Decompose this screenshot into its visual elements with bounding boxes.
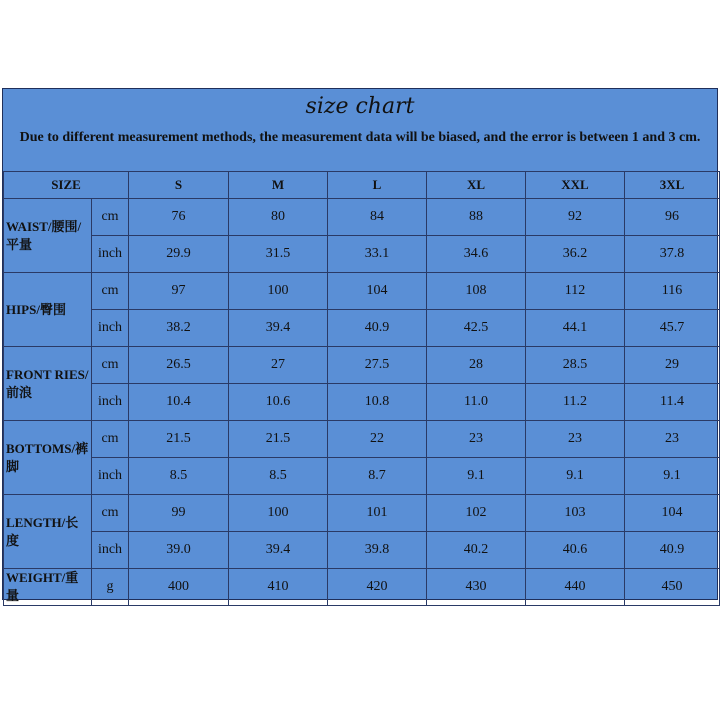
value-cell: 11.4 bbox=[625, 384, 720, 421]
value-cell: 108 bbox=[427, 273, 526, 310]
table-row bbox=[4, 532, 720, 569]
value-cell: 10.4 bbox=[129, 384, 229, 421]
value-cell: 21.5 bbox=[229, 421, 328, 458]
value-cell: 8.5 bbox=[229, 458, 328, 495]
value-cell: 430 bbox=[427, 569, 526, 606]
value-cell: 8.7 bbox=[328, 458, 427, 495]
unit-cell: cm bbox=[92, 495, 129, 532]
value-cell: 420 bbox=[328, 569, 427, 606]
value-cell: 104 bbox=[328, 273, 427, 310]
value-cell: 29.9 bbox=[129, 236, 229, 273]
value-cell: 23 bbox=[427, 421, 526, 458]
measurement-label: LENGTH/长度 bbox=[4, 495, 92, 569]
size-col-header: M bbox=[229, 172, 328, 199]
table-row bbox=[4, 458, 720, 495]
value-cell: 39.8 bbox=[328, 532, 427, 569]
value-cell: 400 bbox=[129, 569, 229, 606]
value-cell: 36.2 bbox=[526, 236, 625, 273]
table-row bbox=[4, 273, 720, 310]
value-cell: 9.1 bbox=[625, 458, 720, 495]
table-row bbox=[4, 421, 720, 458]
value-cell: 28.5 bbox=[526, 347, 625, 384]
value-cell: 112 bbox=[526, 273, 625, 310]
value-cell: 88 bbox=[427, 199, 526, 236]
value-cell: 39.4 bbox=[229, 310, 328, 347]
value-cell: 40.6 bbox=[526, 532, 625, 569]
value-cell: 450 bbox=[625, 569, 720, 606]
value-cell: 10.6 bbox=[229, 384, 328, 421]
value-cell: 27.5 bbox=[328, 347, 427, 384]
value-cell: 22 bbox=[328, 421, 427, 458]
value-cell: 26.5 bbox=[129, 347, 229, 384]
value-cell: 39.4 bbox=[229, 532, 328, 569]
table-row bbox=[4, 495, 720, 532]
value-cell: 33.1 bbox=[328, 236, 427, 273]
value-cell: 101 bbox=[328, 495, 427, 532]
unit-cell: inch bbox=[92, 384, 129, 421]
table-row bbox=[4, 384, 720, 421]
value-cell: 76 bbox=[129, 199, 229, 236]
chart-title: size chart bbox=[305, 94, 415, 119]
value-cell: 27 bbox=[229, 347, 328, 384]
value-cell: 9.1 bbox=[526, 458, 625, 495]
measurement-label: WAIST/腰围/平量 bbox=[4, 199, 92, 273]
measurement-note: Due to different measurement methods, the measurement data will be biased, and the error is between 1 and 3 cm. bbox=[19, 130, 701, 145]
value-cell: 23 bbox=[526, 421, 625, 458]
value-cell: 44.1 bbox=[526, 310, 625, 347]
value-cell: 96 bbox=[625, 199, 720, 236]
value-cell: 80 bbox=[229, 199, 328, 236]
unit-cell: cm bbox=[92, 273, 129, 310]
table-row bbox=[4, 236, 720, 273]
value-cell: 42.5 bbox=[427, 310, 526, 347]
value-cell: 40.9 bbox=[625, 532, 720, 569]
value-cell: 100 bbox=[229, 273, 328, 310]
value-cell: 99 bbox=[129, 495, 229, 532]
header-row bbox=[4, 172, 720, 199]
value-cell: 45.7 bbox=[625, 310, 720, 347]
size-col-header: XL bbox=[427, 172, 526, 199]
size-col-header: XXL bbox=[526, 172, 625, 199]
value-cell: 31.5 bbox=[229, 236, 328, 273]
value-cell: 40.9 bbox=[328, 310, 427, 347]
value-cell: 410 bbox=[229, 569, 328, 606]
value-cell: 92 bbox=[526, 199, 625, 236]
value-cell: 11.0 bbox=[427, 384, 526, 421]
measurement-label: HIPS/臀围 bbox=[4, 273, 92, 347]
size-col-header: S bbox=[129, 172, 229, 199]
value-cell: 97 bbox=[129, 273, 229, 310]
value-cell: 103 bbox=[526, 495, 625, 532]
value-cell: 37.8 bbox=[625, 236, 720, 273]
value-cell: 100 bbox=[229, 495, 328, 532]
value-cell: 21.5 bbox=[129, 421, 229, 458]
value-cell: 40.2 bbox=[427, 532, 526, 569]
unit-cell: inch bbox=[92, 310, 129, 347]
value-cell: 440 bbox=[526, 569, 625, 606]
value-cell: 102 bbox=[427, 495, 526, 532]
value-cell: 23 bbox=[625, 421, 720, 458]
unit-cell: inch bbox=[92, 458, 129, 495]
size-chart bbox=[2, 88, 718, 603]
table-row bbox=[4, 347, 720, 384]
measurement-label: BOTTOMS/裤脚 bbox=[4, 421, 92, 495]
measurement-label: FRONT RIES/前浪 bbox=[4, 347, 92, 421]
value-cell: 8.5 bbox=[129, 458, 229, 495]
unit-cell: g bbox=[92, 569, 129, 606]
unit-cell: cm bbox=[92, 421, 129, 458]
size-table bbox=[3, 171, 720, 606]
size-col-header: 3XL bbox=[625, 172, 720, 199]
value-cell: 39.0 bbox=[129, 532, 229, 569]
value-cell: 116 bbox=[625, 273, 720, 310]
unit-cell: cm bbox=[92, 347, 129, 384]
value-cell: 28 bbox=[427, 347, 526, 384]
value-cell: 84 bbox=[328, 199, 427, 236]
unit-cell: inch bbox=[92, 532, 129, 569]
value-cell: 38.2 bbox=[129, 310, 229, 347]
unit-cell: cm bbox=[92, 199, 129, 236]
value-cell: 10.8 bbox=[328, 384, 427, 421]
value-cell: 11.2 bbox=[526, 384, 625, 421]
value-cell: 104 bbox=[625, 495, 720, 532]
unit-cell: inch bbox=[92, 236, 129, 273]
size-col-header: L bbox=[328, 172, 427, 199]
table-row bbox=[4, 199, 720, 236]
table-row bbox=[4, 310, 720, 347]
size-header: SIZE bbox=[4, 172, 129, 199]
value-cell: 29 bbox=[625, 347, 720, 384]
measurement-label: WEIGHT/重量 bbox=[4, 569, 92, 606]
value-cell: 9.1 bbox=[427, 458, 526, 495]
table-row bbox=[4, 569, 720, 606]
value-cell: 34.6 bbox=[427, 236, 526, 273]
